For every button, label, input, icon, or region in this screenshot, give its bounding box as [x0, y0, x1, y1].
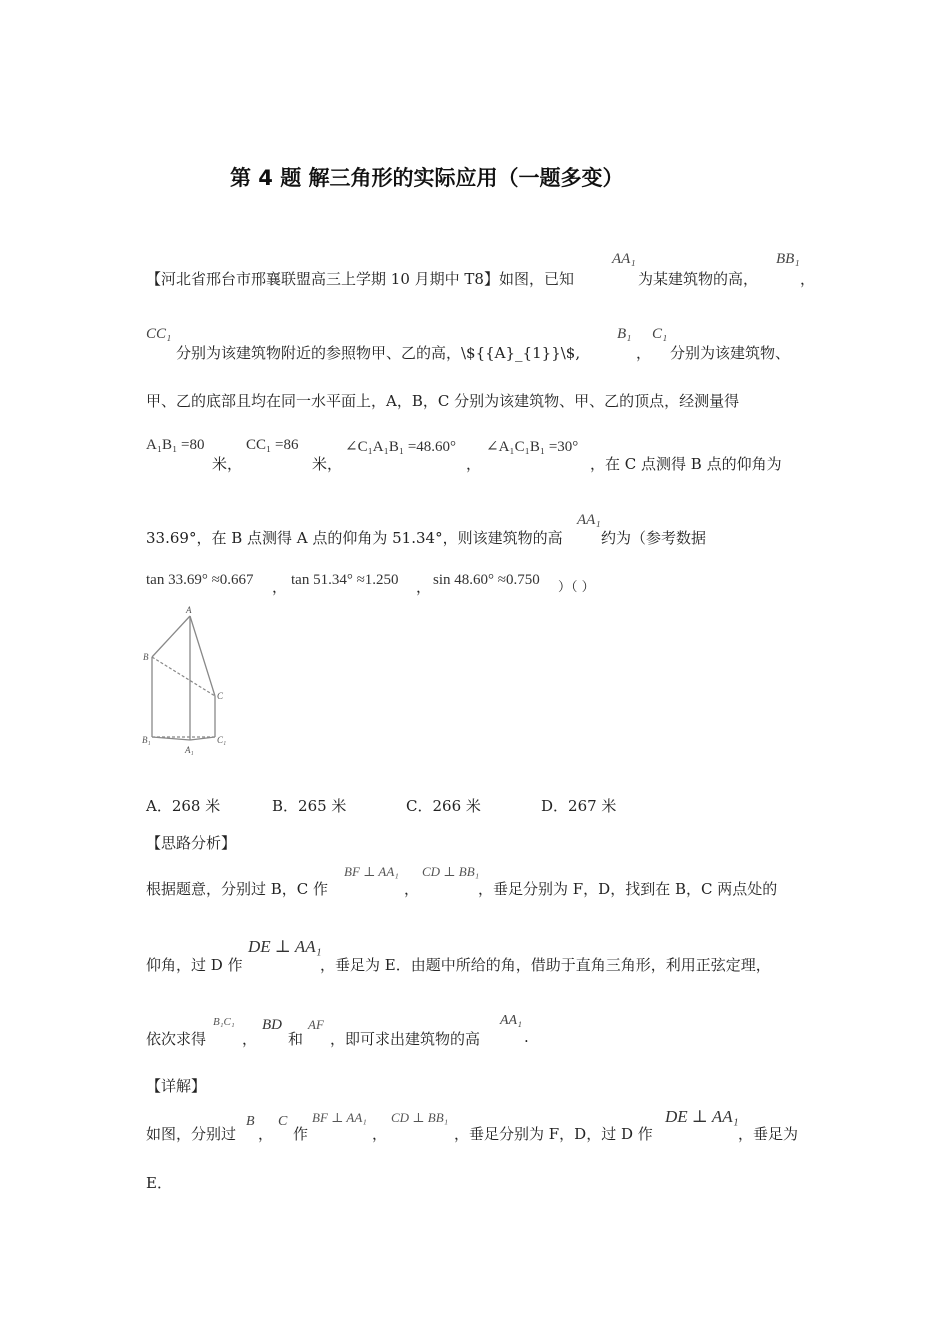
math-AA1: AA₁	[500, 1013, 522, 1028]
option-b: B．265 米	[272, 797, 347, 815]
math-CD-perp-BB1: CD ⊥ BB₁	[391, 1110, 449, 1125]
math-tan-51-34: tan 51.34° ≈1.250	[291, 572, 399, 588]
option-d: D．267 米	[541, 797, 617, 815]
math-B1: B₁	[617, 326, 632, 342]
detail-heading: 【详解】	[146, 1077, 207, 1095]
detail-text: E．	[146, 1174, 172, 1192]
math-BF-perp-AA1: BF ⊥ AA₁	[344, 864, 399, 879]
math-DE-perp-AA1: DE ⊥ AA₁	[248, 937, 322, 956]
math-CC1-86: CC₁ =86	[246, 437, 299, 453]
label-B1: B₁	[142, 735, 151, 745]
analysis-text: ，垂足分别为 F，D，找到在 B，C 两点处的	[478, 880, 778, 898]
punctuation: ，	[636, 344, 652, 362]
punctuation: ，	[258, 1125, 274, 1143]
analysis-text: 依次求得	[146, 1030, 207, 1048]
problem-text: 甲、乙的底部且均在同一水平面上，A，B，C 分别为该建筑物、甲、乙的顶点，经测量得	[146, 392, 740, 410]
punctuation: ，	[800, 270, 816, 288]
problem-text: 分别为该建筑物、	[670, 344, 791, 362]
math-BB1: BB₁	[776, 251, 800, 267]
math-CD-perp-BB1: CD ⊥ BB₁	[422, 864, 480, 879]
analysis-text: ，垂足为 E．由题中所给的角，借助于直角三角形，利用正弦定理，	[320, 956, 771, 974]
math-tan-33-69: tan 33.69° ≈0.667	[146, 572, 254, 588]
punctuation: ，	[272, 578, 288, 596]
problem-source-text: 【河北省邢台市邢襄联盟高三上学期 10 月期中 T8】如图，已知	[146, 270, 574, 288]
detail-text: ，垂足分别为 F，D，过 D 作	[454, 1125, 653, 1143]
page-title: 第 4 题 解三角形的实际应用（一题多变）	[230, 166, 624, 190]
math-C1: C₁	[652, 326, 668, 342]
math-AA1: AA₁	[577, 512, 601, 528]
math-sin-48-60: sin 48.60° ≈0.750	[433, 572, 540, 588]
math-BD: BD	[262, 1017, 282, 1033]
edge-AB	[152, 616, 190, 657]
option-c: C．266 米	[406, 797, 481, 815]
unit-text: 米，	[212, 455, 243, 473]
math-CC1: CC₁	[146, 326, 172, 342]
punctuation: ，	[416, 578, 432, 596]
label-C1: C₁	[217, 735, 227, 745]
answer-blank: ）（ ）	[558, 580, 595, 595]
detail-text: 作	[293, 1125, 309, 1143]
punctuation: .	[524, 1028, 529, 1046]
punctuation: ，	[404, 880, 420, 898]
math-angle-C1A1B1: ∠C₁A₁B₁ =48.60°	[345, 439, 457, 455]
problem-text: 约为（参考数据	[601, 529, 707, 547]
analysis-text: 和	[288, 1030, 304, 1048]
problem-text: ，在 C 点测得 B 点的仰角为	[590, 455, 782, 473]
analysis-heading: 【思路分析】	[146, 834, 237, 852]
unit-text: 米，	[312, 455, 343, 473]
math-C: C	[278, 1114, 288, 1129]
label-C: C	[217, 691, 224, 701]
punctuation: ，	[242, 1030, 258, 1048]
punctuation: ，	[466, 455, 482, 473]
math-BF-perp-AA1: BF ⊥ AA₁	[312, 1110, 367, 1125]
math-DE-perp-AA1: DE ⊥ AA₁	[665, 1107, 739, 1126]
math-AA1: AA₁	[612, 251, 636, 267]
problem-text: 33.69°，在 B 点测得 A 点的仰角为 51.34°，则该建筑物的高	[146, 529, 563, 547]
problem-text: 为某建筑物的高，	[638, 270, 759, 288]
math-AF: AF	[308, 1017, 324, 1032]
math-B1C1: B₁C₁	[213, 1016, 235, 1028]
detail-text: ，垂足为	[738, 1125, 799, 1143]
analysis-text: ，即可求出建筑物的高	[330, 1030, 481, 1048]
analysis-text: 根据题意，分别过 B，C 作	[146, 880, 329, 898]
problem-text: 分别为该建筑物附近的参照物甲、乙的高，\${{A}_{1}}\$,	[176, 344, 581, 362]
edge-AC	[190, 616, 215, 696]
math-B: B	[246, 1114, 255, 1129]
label-B: B	[143, 652, 149, 662]
analysis-text: 仰角，过 D 作	[146, 956, 243, 974]
math-A1B1-80: A₁B₁ =80	[146, 437, 205, 453]
geometry-figure	[140, 600, 240, 760]
math-angle-A1C1B1: ∠A₁C₁B₁ =30°	[486, 439, 579, 455]
punctuation: ，	[372, 1125, 388, 1143]
option-a: A．268 米	[146, 797, 221, 815]
label-A1: A₁	[185, 745, 194, 755]
detail-text: 如图，分别过	[146, 1125, 237, 1143]
edge-BC-dashed	[152, 657, 215, 696]
label-A: A	[186, 605, 192, 615]
